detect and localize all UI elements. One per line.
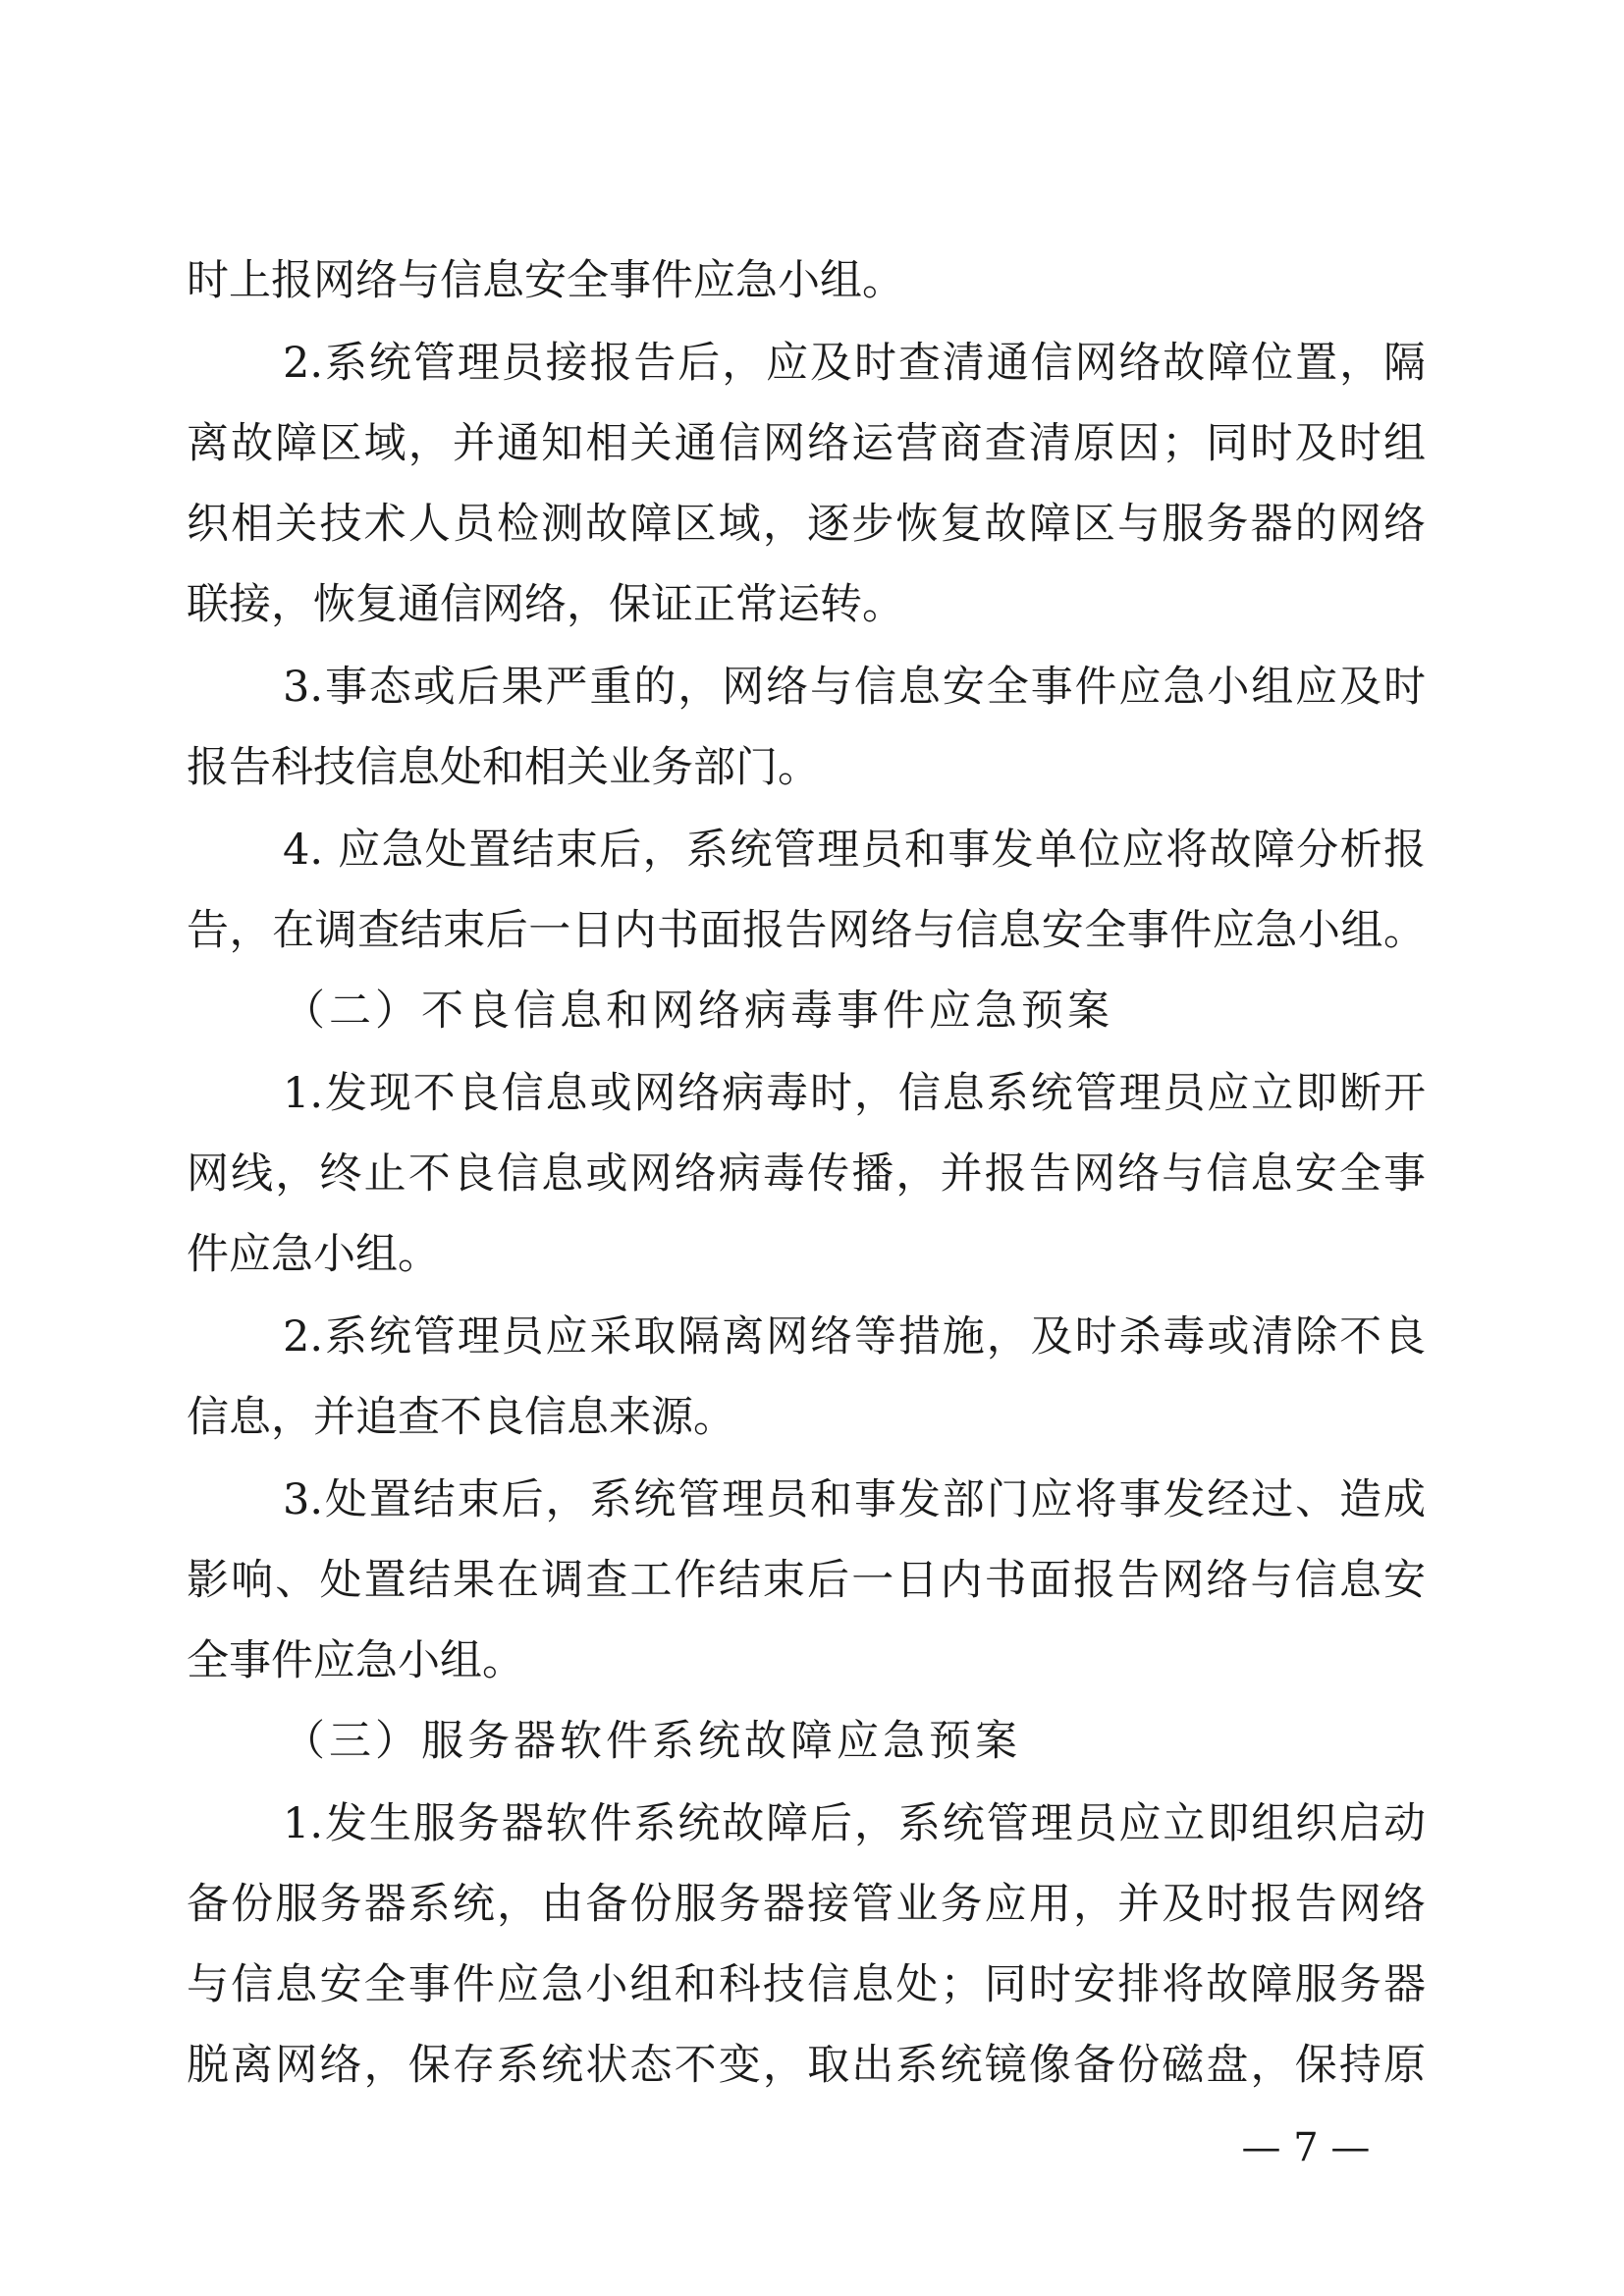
- text-line-20: 1.发生服务器软件系统故障后，系统管理员应立即组织启动: [283, 1799, 1426, 1848]
- text-line-3: 离故障区域，并通知相关通信网络运营商查清原因；同时及时组: [187, 419, 1426, 468]
- text-line-21: 备份服务器系统，由备份服务器接管业务应用，并及时报告网络: [187, 1880, 1426, 1929]
- text-line-2: 2.系统管理员接报告后，应及时查清通信网络故障位置，隔: [283, 339, 1426, 388]
- text-line-5: 联接，恢复通信网络，保证正常运转。: [187, 580, 904, 629]
- text-line-6: 3.事态或后果严重的，网络与信息安全事件应急小组应及时: [283, 663, 1426, 712]
- text-line-8: 4. 应急处置结束后，系统管理员和事发单位应将故障分析报: [283, 826, 1426, 875]
- text-line-9: 告，在调查结束后一日内书面报告网络与信息安全事件应急小组。: [187, 906, 1426, 955]
- text-line-4: 织相关技术人员检测故障区域，逐步恢复故障区与服务器的网络: [187, 500, 1426, 549]
- text-line-22: 与信息安全事件应急小组和科技信息处；同时安排将故障服务器: [187, 1960, 1426, 2009]
- section-heading-3: （三）服务器软件系统故障应急预案: [283, 1717, 1021, 1766]
- page-number: — 7 —: [1241, 2125, 1371, 2170]
- text-line-13: 件应急小组。: [187, 1230, 440, 1279]
- text-line-17: 影响、处置结果在调查工作结束后一日内书面报告网络与信息安: [187, 1556, 1426, 1605]
- text-line-18: 全事件应急小组。: [187, 1636, 524, 1685]
- text-line-15: 信息，并追查不良信息来源。: [187, 1393, 735, 1442]
- section-heading-2: （二）不良信息和网络病毒事件应急预案: [283, 987, 1113, 1036]
- text-line-14: 2.系统管理员应采取隔离网络等措施，及时杀毒或清除不良: [283, 1312, 1426, 1362]
- text-line-16: 3.处置结束后，系统管理员和事发部门应将事发经过、造成: [283, 1475, 1426, 1524]
- text-line-1: 时上报网络与信息安全事件应急小组。: [187, 256, 904, 305]
- text-line-12: 网线，终止不良信息或网络病毒传播，并报告网络与信息安全事: [187, 1149, 1426, 1199]
- text-line-23: 脱离网络，保存系统状态不变，取出系统镜像备份磁盘，保持原: [187, 2041, 1426, 2090]
- text-line-7: 报告科技信息处和相关业务部门。: [187, 743, 820, 792]
- text-line-11: 1.发现不良信息或网络病毒时，信息系统管理员应立即断开: [283, 1069, 1426, 1118]
